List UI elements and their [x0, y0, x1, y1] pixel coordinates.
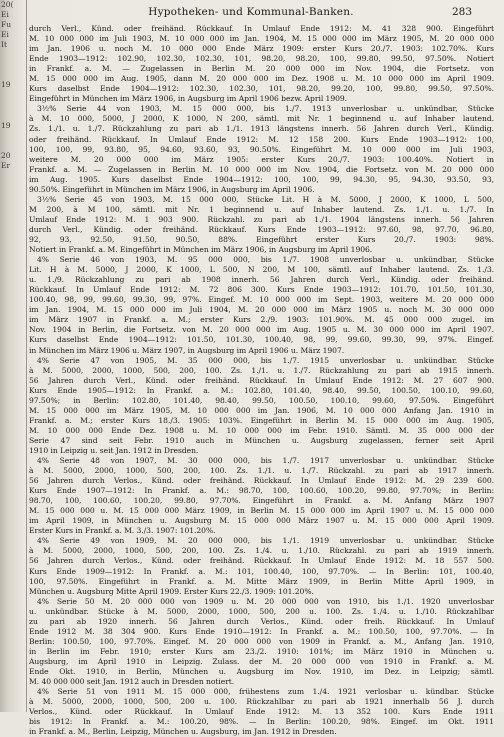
text-line: in Frankf. a. M. — Zugelassen in Berlin M. 20 000 000 im Nov. 1904, die Fortsetz. von — [29, 64, 494, 74]
text-line: weitere M. 20 000 000 im März 1905: erster Kurs 20./7. 1903: 100.40%. Notiert in — [29, 154, 494, 164]
gutter-fragment — [0, 583, 26, 593]
gutter-fragment: 20 — [1, 150, 11, 160]
gutter-fragment — [0, 663, 26, 673]
text-line: im Jan. 1904, M. 15 000 000 im Juli 1904, M. 20 000 000 im März 1905 u. noch M. 30 000 000 — [29, 305, 494, 315]
gutter-fragment — [0, 241, 26, 251]
gutter-fragment — [0, 70, 26, 80]
text-line: im März 1907 in Frankf. a. M.; erster Kurs 2./9. 1903: 101.90%. M. 45 000 000 zugel. im — [29, 315, 494, 325]
gutter-fragment — [0, 573, 26, 583]
gutter-fragment — [0, 643, 26, 653]
text-line: Erster Kurs in Frankf. a. M. 3./3. 1907: 101.20%. — [29, 526, 216, 536]
text-line: durch Verl., Kündig. oder freihänd. Rückkauf. Kurs Ende 1903—1912: 97.60, 98, 97.70, 96.80, — [29, 224, 494, 234]
text-line: à M. 5000, 2000, 1000, 500, 200, 100. Zs. 1./1. u. 1./7. Rückzahl. zu pari ab 1917 innerh. — [29, 466, 494, 476]
text-line: Ende 1903—1912: 102.90, 102.30, 102.30, 101, 98.20, 98.20, 100, 99.80, 99.50, 97.50%. Notiert — [29, 54, 494, 64]
gutter-fragment — [0, 603, 26, 613]
gutter-fragment: Ei — [1, 10, 9, 20]
body-text — [29, 24, 494, 737]
text-line: M 200, à M 100, sämtl. mit Nr. 1 beginnend u. auf Inhaber lautend. Zs. 1./1. u. 1./7. In — [29, 204, 494, 214]
gutter-fragment — [0, 322, 26, 332]
gutter-fragment — [0, 191, 26, 201]
page-number: 283 — [451, 6, 472, 18]
gutter-fragment — [0, 100, 26, 110]
text-line: M. 40 000 000 seit Jan. 1912 auch in Dresden notiert. — [29, 677, 235, 687]
text-line: Kurs Ende 1907—1912: In Frankf. a. M.: 98.70, 100, 100.60, 100.20, 99.80, 97.70%; in Berlin: — [29, 486, 494, 496]
gutter-fragment — [0, 131, 26, 141]
text-line: à M. 10 000, 5000, J 2000, K 1000, N 200, sämtl. mit Nr. 1 beginnend u. auf Inhaber lautend. — [29, 114, 494, 124]
text-line: in Berlin im Febr. 1910; erster Kurs am 23./2. 1910: 101%; im März 1910 in München u. — [29, 646, 494, 656]
text-line: Zs. 1./1. u. 1./7. Rückzahlung zu pari ab 1./1. 1913 längstens innerh. 56 Jahren durch Verl., Kündig. — [29, 124, 494, 134]
text-line: 90.50%. Eingeführt in München im März 1906, in Augsburg im April 1906. — [29, 184, 315, 194]
gutter-fragment — [0, 261, 26, 271]
gutter-fragment — [0, 492, 26, 502]
text-line: à M. 5000, 2000, 1000, 500, 200, 100. Zs. 1./4. u. 1./10. Rückzahl. zu pari ab 1919 innerh. — [29, 546, 494, 556]
running-title: Hypotheken- und Kommunal-Banken. — [148, 6, 354, 18]
text-line: Eingeführt in München im März 1906, in Augsburg im April 1906 bezw. April 1909. — [29, 94, 348, 104]
gutter-fragment — [0, 362, 26, 372]
gutter-fragment — [0, 352, 26, 362]
text-line: M. 15 000 000 im März 1905, M. 10 000 000 im Jan. 1906, M. 10 000 000 Anfang Jan. 1910 in — [29, 405, 494, 415]
text-line: München u. Augsburg Mitte April 1909. Erster Kurs 22./3. 1909: 101.20%. — [29, 586, 314, 596]
text-line: Serie 47 sind seit Febr. 1910 auch in München u. Augsburg zugelassen, ferner seit April — [29, 435, 494, 445]
gutter-fragment — [0, 502, 26, 512]
text-line: M. 10 000 000 im Juli 1903, M. 10 000 000 im Jan. 1904, M. 15 000 000 im März 1905, M. 20 000 000 — [29, 34, 494, 44]
text-line: Frankf. a. M. — Zugelassen in Berlin M. 10 000 000 im Nov. 1904, die Fortsetz. von M. 20 000 000 — [29, 164, 494, 174]
gutter-fragment: 19 — [1, 80, 11, 90]
text-line: Kurs daselbst Ende 1904—1912: 101.50, 101.30, 100.40, 98, 99, 99.60, 99.30, 99, 97%. Eingef. — [29, 335, 494, 345]
text-line: oder freihänd. Rückkauf. In Umlauf Ende 1912: M. 12 158 200. Kurs Ende 1903—1912: 100, — [29, 134, 494, 144]
text-line: 4% Serie 48 von 1907, M. 30 000 000, bis 1./7. 1917 unverlosbar u. unkündbar. Stücke — [37, 456, 494, 466]
text-line: 100.40, 98, 99, 99.60, 99.30, 99, 97%. Eingef. M. 10 000 000 im Sept. 1903, weitere M. 20 000 000 — [29, 295, 494, 305]
gutter-fragment — [0, 392, 26, 402]
gutter-fragment — [0, 512, 26, 522]
text-line: 4% Serie 50 M. 20 000 000 von 1909 u. M. 20 000 000 von 1910, bis 1./1. 1920 unverlosbar — [37, 596, 494, 606]
text-line: 4% Serie 47 von 1905, M. 35 000 000, bis 1./7. 1915 unverlosbar u. unkündbar. Stücke — [37, 355, 494, 365]
text-line: M. 15 000 000 im Aug. 1905, dann M. 20 000 000 im Dez. 1908 u. M. 10 000 000 im April 1909. — [29, 74, 494, 84]
gutter-fragment — [0, 422, 26, 432]
gutter-fragment — [0, 633, 26, 643]
gutter-fragment: 20( — [1, 0, 14, 9]
text-line: Kurs daselbst Ende 1904—1912: 102.30, 102.30, 101, 98.20, 99.20, 100, 99.80, 99.50, 97.50%. — [29, 84, 494, 94]
text-line: Umlauf Ende 1912: M. 1 903 900. Rückzahl. zu pari ab 1./1. 1904 längstens innerh. 56 Jahren — [29, 214, 494, 224]
gutter-fragment: Ei — [1, 30, 9, 40]
text-line: à M. 5000, 2000, 1000, 500, 200, 100. Zs. 1./1. u. 1./7. Rückzahlung zu pari ab 1915 innerh. — [29, 365, 494, 375]
text-line: u. 1./9. Rückzahlung zu pari ab 1908 innerh. 56 Jahren durch Verl., Kündig. oder freihänd. — [29, 275, 494, 285]
gutter-fragment — [0, 382, 26, 392]
text-line: 56 Jahren durch Verlos., Künd. oder freihänd. Rückkauf. In Umlauf Ende 1912: M. 18 557 500. — [29, 556, 494, 566]
gutter-fragment — [0, 553, 26, 563]
text-line: Ende 1912 M. 38 304 900. Kurs Ende 1910—1912: In Frankf. a. M.: 100.50, 100, 97.70%. — In — [29, 626, 494, 636]
gutter-fragment — [0, 653, 26, 663]
text-line: 98.70, 100, 100.60, 100.20, 99.80, 97.70%. Eingeführt in Frankf. a. M. Anfang März 1907 — [29, 496, 494, 506]
text-line: Ende Okt. 1910, in Berlin, München u. Augsburg im Nov. 1910, im Dez. in Leipzig; sämtl. — [29, 667, 494, 676]
gutter-fragment — [0, 141, 26, 151]
text-line: 4% Serie 46 von 1903, M. 95 000 000, bis 1./7. 1908 unverlosbar u. unkündbar, Stücke — [37, 255, 494, 265]
gutter-fragment — [0, 482, 26, 492]
gutter-fragment — [0, 452, 26, 462]
text-line: à M. 5000, 2000, 1000, 500, 200 u. 100. Rückzahlbar zu pari ab 1921 innerhalb 56 J. durch — [29, 697, 494, 707]
text-line: 100, 100, 99, 93.80, 95, 94.60, 93.60, 93, 90.50%. Eingeführt M. 10 000 000 im Juli 1903, — [29, 144, 494, 154]
gutter-fragment — [0, 332, 26, 342]
gutter-fragment — [0, 181, 26, 191]
gutter-fragment — [0, 593, 26, 603]
text-line: in Frankf. a. M., Berlin, Leipzig, München u. Augsburg, im Jan. 1912 in Dresden. — [29, 727, 337, 737]
text-line: im Jan. 1906 u. noch M. 10 000 000 Ende März 1909: erster Kurs 20./7. 1903: 102.70%. Kurs — [29, 44, 494, 54]
gutter-fragment — [0, 271, 26, 281]
gutter-fragment: Fu — [1, 20, 12, 30]
gutter-fragment — [0, 171, 26, 181]
gutter-fragment — [0, 60, 26, 70]
gutter-fragment — [0, 372, 26, 382]
text-line: Berlin: 100.50, 100, 97.70%. Eingef. M. 20 000 000 von 1909 in Frankf. a. M., Anfang Jan. 1910, — [29, 636, 494, 646]
gutter-fragment — [0, 613, 26, 623]
text-line: 3½% Serie 45 von 1903, M. 15 000 000, Stücke Lit. H à M. 5000, J 2000, K 1000, L 500, — [37, 194, 494, 204]
gutter-fragment — [0, 201, 26, 211]
text-line: im Aug. 1905. Kurs daselbst Ende 1904—1912: 100, 100, 99, 94.30, 95, 94.30, 93.50, 93, — [29, 174, 494, 184]
text-line: M. 10 000 000 Ende Dez. 1908 u. M. 10 000 000 im Febr. 1910. Sämtl. M. 35 000 000 der — [29, 425, 494, 435]
text-line: 100, 97.50%. Eingeführt in Frankf. a. M. Mitte März 1909, in Berlin Mitte April 1909, in — [29, 576, 494, 586]
previous-page-edge — [0, 0, 27, 712]
gutter-fragment — [0, 50, 26, 60]
text-line: 3½% Serie 44 von 1903, M. 15 000 000, bis 1./7. 1913 unverlosbar u. unkündbar, Stücke — [37, 104, 494, 114]
gutter-fragment — [0, 211, 26, 221]
gutter-fragment — [0, 291, 26, 301]
gutter-fragment — [0, 311, 26, 321]
gutter-fragment — [0, 90, 26, 100]
text-line: Verlos., Künd. oder Rückkauf. In Umlauf Ende 1912: M. 13 352 100. Kurs Ende 1911 — [29, 707, 494, 717]
text-line: Frankf. a. M.; erster Kurs 18./3. 1905: 103%. Eingeführt in Berlin M. 15 000 000 im Aug. 1905, — [29, 415, 494, 425]
gutter-fragment — [0, 442, 26, 452]
gutter-fragment — [0, 402, 26, 412]
text-line: zu pari ab 1920 innerh. 56 Jahren durch Verlos., Künd. oder freih. Rückkauf. In Umlauf — [29, 616, 494, 626]
gutter-fragment — [0, 673, 26, 683]
gutter-fragment: 19 — [1, 120, 11, 130]
gutter-fragment: Er — [1, 160, 11, 170]
gutter-fragment — [0, 472, 26, 482]
gutter-fragment — [0, 543, 26, 553]
text-line: Notiert in Frankf. a. M. Eingeführt in München im März 1906, in Augsburg im April 1906. — [29, 245, 373, 255]
text-line: 92, 93, 92.50, 91.50, 90.50, 88%. Eingeführt erster Kurs 20./7. 1903: 98%. — [29, 234, 494, 244]
gutter-fragment — [0, 231, 26, 241]
text-line: 56 Jahren durch Verl., Künd. oder freihänd. Rückkauf. In Umlauf Ende 1912: M. 27 607 900. — [29, 375, 494, 385]
text-line: 4% Serie 49 von 1909, M. 20 000 000, bis 1./1. 1919 unverlosbar u. unkündbar. Stücke — [37, 536, 494, 546]
text-line: Augsburg, im April 1910 in Leipzig. Zulass. der M. 20 000 000 von 1910 in Frankf. a. M. — [29, 656, 494, 666]
gutter-fragment — [0, 412, 26, 422]
text-line: in München im März 1906 u. März 1907, in Augsburg im April 1906 u. März 1907. — [29, 345, 345, 355]
gutter-fragment — [0, 532, 26, 542]
text-line: Rückkauf. In Umlauf Ende 1912: M. 72 806 300. Kurs Ende 1903—1912: 101.70, 101.50, 101.30, — [29, 285, 494, 295]
text-line: 4% Serie 51 von 1911 M. 15 000 000, frühestens zum 1./4. 1921 verlosbar u. kündbar. Stücke — [37, 687, 494, 697]
text-line: bis 1912: In Frankf. a. M.: 100.20, 98%. — In Berlin: 100.20, 98%. Eingef. im Okt. 1911 — [29, 717, 494, 727]
text-line: 1910 in Leipzig u. seit Jan. 1912 in Dresden. — [29, 445, 199, 455]
text-line: 97.50%; in Berlin: 102.80, 101.40, 98.40, 99.50, 100.50, 100.10, 99.60, 97.50%. Eingeführt — [29, 395, 494, 405]
text-line: 56 Jahren durch Verlos., Künd. oder freihänd. Rückkauf. In Umlauf Ende 1912: M. 29 239 600. — [29, 476, 494, 486]
gutter-fragment — [0, 281, 26, 291]
gutter-fragment — [0, 432, 26, 442]
text-line: u. unkündbar. Stücke à M. 5000, 2000, 1000, 500, 200 u. 100. Zs. 1./4. u. 1./10. Rückzahlbar — [29, 606, 494, 616]
text-line: M. 15 000 000 u. M. 15 000 000 März 1909, in Berlin M. 15 000 000 im April 1907 u. M. 15 000 000 — [29, 506, 494, 516]
text-line: Nov. 1904 in Berlin, die Fortsetz. von M. 20 000 000 im Aug. 1905 u. M. 30 000 000 im April 1907. — [29, 325, 494, 335]
text-line: Lit. H à M. 5000, J 2000, K 1000, L 500, N 200, M 100, sämtl. auf Inhaber lautend. Zs. 1./3. — [29, 265, 494, 275]
text-line: im April 1909, in München u. Augsburg M. 15 000 000 März 1907 u. M. 15 000 000 April 1909. — [29, 516, 494, 526]
page-header — [30, 6, 472, 22]
gutter-fragment — [0, 111, 26, 121]
gutter-fragment — [0, 251, 26, 261]
text-line: Kurs Ende 1905—1912: In Frankf. a. M.: 102.80, 101.40, 98.40, 99.50, 100.50, 100.10, 99.60, — [29, 385, 494, 395]
gutter-fragment — [0, 462, 26, 472]
gutter-fragment: It — [1, 40, 7, 50]
gutter-fragment — [0, 623, 26, 633]
gutter-fragment — [0, 522, 26, 532]
gutter-fragment — [0, 221, 26, 231]
text-line: Kurs Ende 1909—1912: In Frankf. a. M.: 101, 100.40, 100, 97.70%. — In Berlin: 101, 100.40, — [29, 566, 494, 576]
gutter-fragment — [0, 342, 26, 352]
gutter-fragment — [0, 563, 26, 573]
text-line: durch Verl., Künd. oder freihänd. Rückkauf. In Umlauf Ende 1912: M. 41 328 900. Eingeführt — [29, 24, 494, 33]
gutter-fragment — [0, 301, 26, 311]
